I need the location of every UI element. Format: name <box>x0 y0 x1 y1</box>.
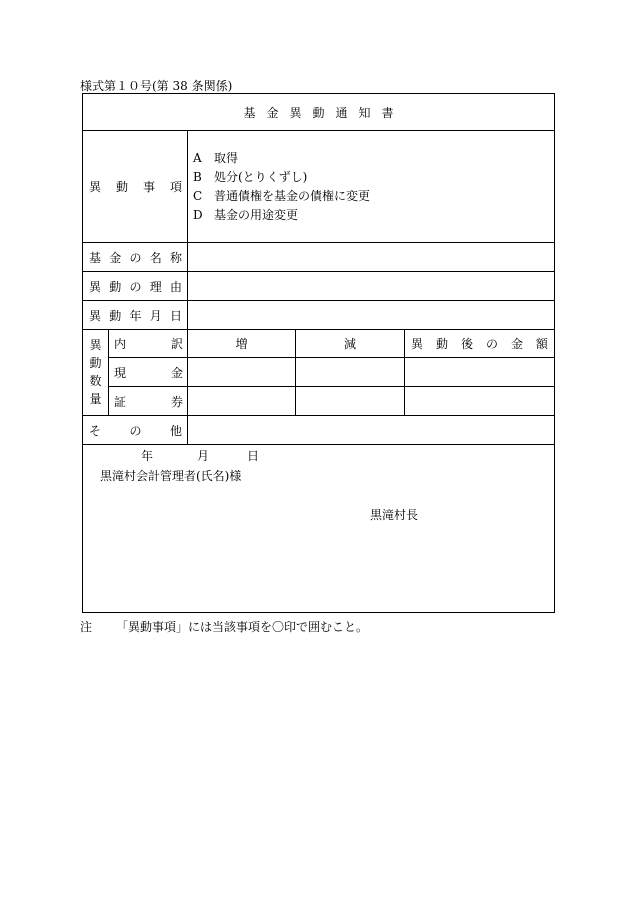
ido-item-letter: C <box>193 189 203 203</box>
label-char: 日 <box>169 308 182 323</box>
label-char: 基 <box>89 250 102 265</box>
label-char: 項 <box>169 180 182 194</box>
date-month: 月 <box>197 449 210 463</box>
label-ido-suryo <box>83 330 108 414</box>
date-year: 年 <box>141 449 154 463</box>
ido-item <box>193 149 370 168</box>
ido-item <box>193 187 370 206</box>
label-char: そ <box>89 423 102 438</box>
label-char: 内 <box>114 337 127 351</box>
rule-sonota <box>83 444 554 445</box>
ido-item-letter: A <box>193 151 202 165</box>
label-char: 証 <box>114 394 127 409</box>
label-shoken <box>114 387 183 415</box>
label-char: 異 <box>89 308 102 323</box>
label-char: 月 <box>149 308 162 323</box>
date-day: 日 <box>247 449 260 463</box>
label-genkin <box>114 358 183 386</box>
label-char: 動 <box>109 308 122 323</box>
date-line <box>141 447 259 464</box>
ido-item-text: 基金の用途変更 <box>214 208 299 222</box>
label-char: 異 <box>411 337 424 351</box>
label-ido-suryo-char: 量 <box>89 392 102 406</box>
label-sonota <box>89 416 182 444</box>
label-kikin-meisho <box>89 243 182 271</box>
ido-item <box>193 206 370 225</box>
label-char: 金 <box>170 365 183 380</box>
form-title: 基金異動通知書 <box>243 105 405 120</box>
rule-gen-kingaku-divider <box>404 329 405 415</box>
label-char: 称 <box>169 250 182 265</box>
form-number: 様式第１０号(第 38 条関係) <box>80 79 233 93</box>
label-ido-suryo-char: 動 <box>89 356 102 370</box>
label-char: 金 <box>109 250 122 265</box>
label-char: 動 <box>109 279 122 294</box>
label-char: 年 <box>129 308 142 323</box>
ido-item-text: 処分(とりくずし) <box>214 170 308 184</box>
column-zo: 増 <box>235 337 248 351</box>
issuer: 黒滝村長 <box>370 508 419 522</box>
label-char: 事 <box>142 180 155 194</box>
label-char: 由 <box>169 279 182 294</box>
ido-item-text: 取得 <box>214 151 239 165</box>
label-char: の <box>129 279 142 294</box>
label-char: 後 <box>460 337 473 351</box>
column-ido-go-kingaku <box>411 330 548 357</box>
label-char: の <box>129 250 142 265</box>
label-char: 異 <box>89 180 102 194</box>
footnote-prefix: 注 <box>80 620 93 634</box>
ido-item-list <box>193 149 370 225</box>
ido-item-letter: D <box>193 208 203 222</box>
label-ido-riyu <box>89 272 182 300</box>
ido-item <box>193 168 370 187</box>
label-char: 訳 <box>170 337 183 351</box>
label-char: 名 <box>149 250 162 265</box>
column-gen: 減 <box>343 337 356 351</box>
label-char: 理 <box>149 279 162 294</box>
label-ido-suryo-char: 異 <box>89 338 102 352</box>
ido-item-text: 普通債権を基金の債権に変更 <box>214 189 371 203</box>
footnote <box>80 619 368 635</box>
label-char: の <box>485 337 498 351</box>
label-char: 動 <box>435 337 448 351</box>
label-char: 動 <box>115 180 128 194</box>
label-char: 金 <box>510 337 523 351</box>
label-char: 券 <box>170 394 183 409</box>
label-char: 現 <box>114 365 127 380</box>
rule-sonota-divider <box>187 415 188 444</box>
label-char: 他 <box>169 423 182 438</box>
rule-label-column <box>187 130 188 415</box>
label-char: 額 <box>535 337 548 351</box>
label-ido-jiko <box>89 131 182 242</box>
rule-suryo-column <box>108 329 109 415</box>
fund-change-notice-form <box>82 93 555 613</box>
footnote-text: 「異動事項」には当該事項を〇印で囲むこと。 <box>116 620 369 634</box>
label-uchiwake <box>114 330 183 357</box>
label-char: 異 <box>89 279 102 294</box>
addressee: 黒滝村会計管理者(氏名)様 <box>100 469 242 483</box>
label-ido-suryo-char: 数 <box>89 374 102 388</box>
label-ido-nengappi <box>89 301 182 329</box>
ido-item-letter: B <box>193 170 202 184</box>
label-char: の <box>129 423 142 438</box>
